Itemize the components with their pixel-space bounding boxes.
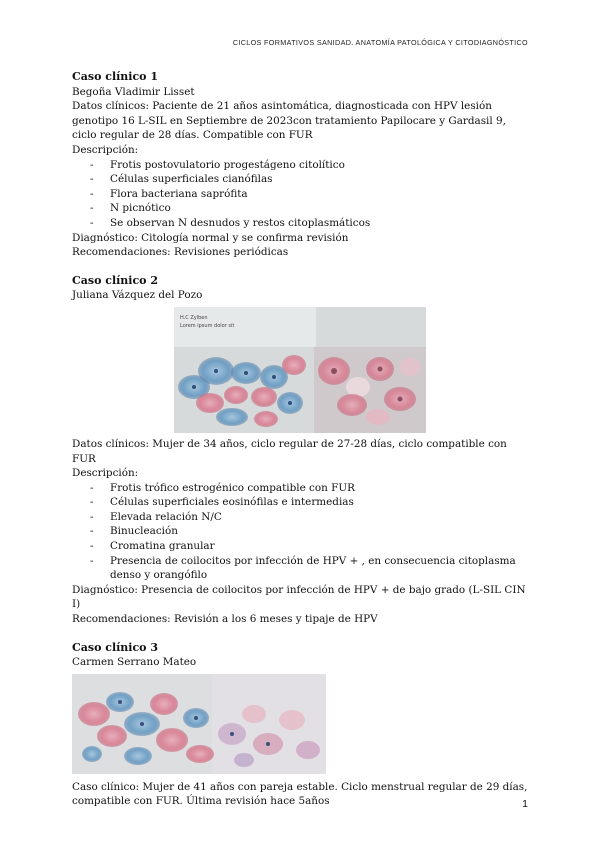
- cytology-micrograph: [174, 307, 426, 433]
- image-label-line-2: Lorem ipsum dolor sit: [180, 322, 235, 329]
- list-item: - Flora bacteriana saprófita: [72, 187, 532, 202]
- case-1: [72, 70, 532, 260]
- list-item: - N picnótico: [72, 201, 532, 216]
- case-1-patient: Begoña Vladimir Lisset: [72, 85, 195, 98]
- case-2-clinical-data: Datos clínicos: Mujer de 34 años, ciclo regular de 27-28 días, ciclo compatible con FUR: [72, 437, 507, 465]
- case-2-patient: Juliana Vázquez del Pozo: [72, 289, 203, 302]
- case-3-title: Caso clínico 3: [72, 640, 158, 654]
- case-3-patient: Carmen Serrano Mateo: [72, 656, 197, 669]
- case-1-diagnosis: Diagnóstico: Citología normal y se confirma revisión: [72, 231, 349, 244]
- page-number: 1: [522, 798, 528, 810]
- case-2: [72, 274, 532, 627]
- case-3: [72, 641, 532, 809]
- list-item: - Elevada relación N/C: [72, 510, 532, 525]
- image-label-line-1: H.C Zylben: [180, 314, 208, 321]
- cytology-micrograph: [72, 674, 326, 774]
- list-item: - Binucleación: [72, 524, 532, 539]
- case-3-clinical-data: Caso clínico: Mujer de 41 años con pareja estable. Ciclo menstrual regular de 29 días, compatible con FUR. Última revisión hace 5años: [72, 780, 528, 808]
- cytology-image-case-2: [174, 307, 426, 433]
- case-2-description-label: Descripción:: [72, 467, 139, 480]
- case-2-recommendations: Recomendaciones: Revisión a los 6 meses y tipaje de HPV: [72, 613, 378, 626]
- list-item: - Células superficiales cianófilas: [72, 172, 532, 187]
- case-1-description-list: [72, 158, 532, 231]
- cytology-image-case-3: [72, 674, 326, 774]
- case-2-diagnosis: Diagnóstico: Presencia de coilocitos por infección de HPV + de bajo grado (L-SIL CIN I): [72, 583, 526, 611]
- list-item: - Se observan N desnudos y restos citoplasmáticos: [72, 216, 532, 231]
- list-item: - Frotis postovulatorio progestágeno citolítico: [72, 158, 532, 173]
- running-header: CICLOS FORMATIVOS SANIDAD. ANATOMÍA PATOLÓGICA Y CITODIAGNÓSTICO: [232, 38, 528, 47]
- case-1-title: Caso clínico 1: [72, 70, 158, 83]
- case-1-recommendations: Recomendaciones: Revisiones periódicas: [72, 246, 289, 259]
- list-item: - Células superficiales eosinófilas e intermedias: [72, 495, 532, 510]
- case-2-description-list: [72, 481, 532, 583]
- list-item: - Presencia de coilocitos por infección de HPV + , en consecuencia citoplasma denso y orangófilo: [72, 554, 532, 583]
- case-1-description-label: Descripción:: [72, 143, 139, 156]
- list-item: - Frotis trófico estrogénico compatible con FUR: [72, 481, 532, 496]
- page-content: [72, 70, 532, 809]
- list-item: - Cromatina granular: [72, 539, 532, 554]
- case-2-title: Caso clínico 2: [72, 273, 158, 287]
- case-1-clinical-data: Datos clínicos: Paciente de 21 años asintomática, diagnosticada con HPV lesión genotipo 16 L-SIL en Septiembre de 2023con tratamiento Papilocare y Gardasil 9, ciclo regular de 28 días. Compatible con FUR: [72, 100, 506, 142]
